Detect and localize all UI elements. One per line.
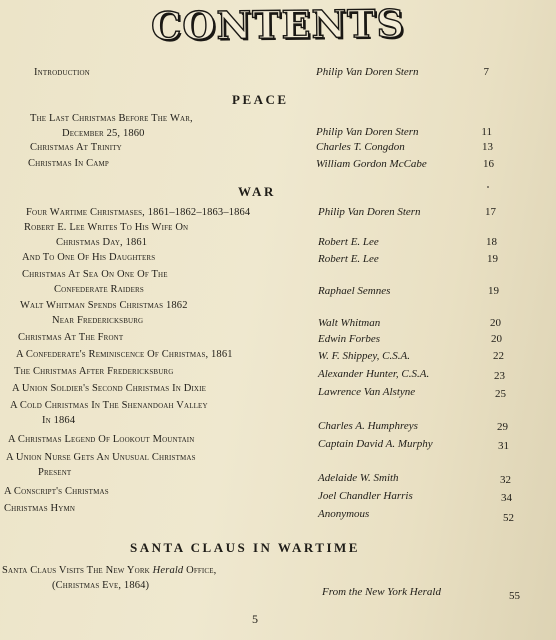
entry-page-number: 32 <box>500 474 511 486</box>
entry-author: Joel Chandler Harris <box>318 490 413 502</box>
entry-title: Present <box>38 467 72 478</box>
entry-page-number: 34 <box>501 492 512 504</box>
entry-title: Christmas Hymn <box>4 503 76 514</box>
publication-name: Herald <box>152 565 184 576</box>
entry-page-number: 52 <box>503 512 514 524</box>
entry-page-number: 13 <box>482 141 493 153</box>
entry-title: Christmas At Trinity <box>30 142 122 153</box>
page-title: CONTENTS <box>150 0 406 49</box>
entry-title: Robert E. Lee Writes To His Wife On <box>24 222 189 233</box>
entry-title: A Union Soldier's Second Christmas In Dixie <box>12 383 207 394</box>
entry-author: From the New York Herald <box>322 586 441 598</box>
entry-title: Christmas At The Front <box>18 332 124 343</box>
entry-author: Anonymous <box>318 508 370 520</box>
entry-title: In 1864 <box>42 415 76 426</box>
entry-title: Introduction <box>34 67 90 78</box>
entry-title: Walt Whitman Spends Christmas 1862 <box>20 300 188 311</box>
entry-page-number: 19 <box>488 285 499 297</box>
entry-author: Charles T. Congdon <box>316 141 405 153</box>
entry-page-number: 55 <box>509 590 520 602</box>
entry-author: William Gordon McCabe <box>316 158 427 170</box>
entry-author: Charles A. Humphreys <box>318 420 418 432</box>
entry-author: Lawrence Van Alstyne <box>318 386 416 398</box>
entry-title: The Christmas After Fredericksburg <box>14 366 174 377</box>
entry-page-number: 20 <box>491 333 502 345</box>
entry-title: And To One Of His Daughters <box>22 252 156 263</box>
entry-page-number: 16 <box>483 158 494 170</box>
entry-title: December 25, 1860 <box>62 128 145 139</box>
entry-page-number: 22 <box>493 350 504 362</box>
entry-author: Robert E. Lee <box>318 253 379 265</box>
entry-title: A Cold Christmas In The Shenandoah Valley <box>10 400 208 411</box>
entry-author: Philip Van Doren Stern <box>316 126 419 138</box>
entry-page-number: 17 <box>485 206 496 218</box>
entry-page-number: 25 <box>495 388 506 400</box>
entry-author: Raphael Semnes <box>318 285 391 297</box>
entry-page-number: 18 <box>486 236 497 248</box>
entry-author: Walt Whitman <box>318 317 381 329</box>
entry-title: A Confederate's Reminiscence Of Christmas, 1861 <box>16 349 233 360</box>
page-number: 5 <box>252 612 258 626</box>
entry-author: Captain David A. Murphy <box>318 438 433 450</box>
entry-page-number: 19 <box>487 253 498 265</box>
entry-title: (Christmas Eve, 1864) <box>52 580 150 591</box>
entry-title: Christmas At Sea On One Of The <box>22 269 168 280</box>
entry-author: Adelaide W. Smith <box>318 472 399 484</box>
entry-title: A Christmas Legend Of Lookout Mountain <box>8 434 195 445</box>
entry-title: Christmas Day, 1861 <box>56 237 148 248</box>
entry-author: Robert E. Lee <box>318 236 379 248</box>
entry-title: Santa Claus Visits The New York Herald Office, <box>2 565 217 576</box>
entry-page-number: 20 <box>490 317 501 329</box>
entry-title: The Last Christmas Before The War, <box>30 113 193 124</box>
entry-author: Philip Van Doren Stern <box>318 206 421 218</box>
entry-title: A Conscript's Christmas <box>4 486 109 497</box>
entry-title: Christmas In Camp <box>28 158 109 169</box>
section-heading: PEACE <box>232 92 289 107</box>
entry-author: Alexander Hunter, C.S.A. <box>318 368 430 380</box>
entry-author: Philip Van Doren Stern <box>316 66 419 78</box>
entry-title: Confederate Raiders <box>54 284 144 295</box>
ink-speck <box>487 186 489 188</box>
entry-author: W. F. Shippey, C.S.A. <box>318 350 410 362</box>
entry-page-number: 7 <box>483 66 489 78</box>
entry-page-number: 11 <box>481 126 492 138</box>
entry-page-number: 23 <box>494 370 505 382</box>
entry-page-number: 31 <box>498 440 509 452</box>
section-heading: SANTA CLAUS IN WARTIME <box>130 540 360 555</box>
entry-title: A Union Nurse Gets An Unusual Christmas <box>6 452 196 463</box>
section-heading: WAR <box>238 184 276 199</box>
entry-title: Near Fredericksburg <box>52 315 144 326</box>
entry-title: Four Wartime Christmases, 1861–1862–1863–1864 <box>26 207 251 218</box>
entry-author: Edwin Forbes <box>318 333 381 345</box>
entry-page-number: 29 <box>497 421 508 433</box>
